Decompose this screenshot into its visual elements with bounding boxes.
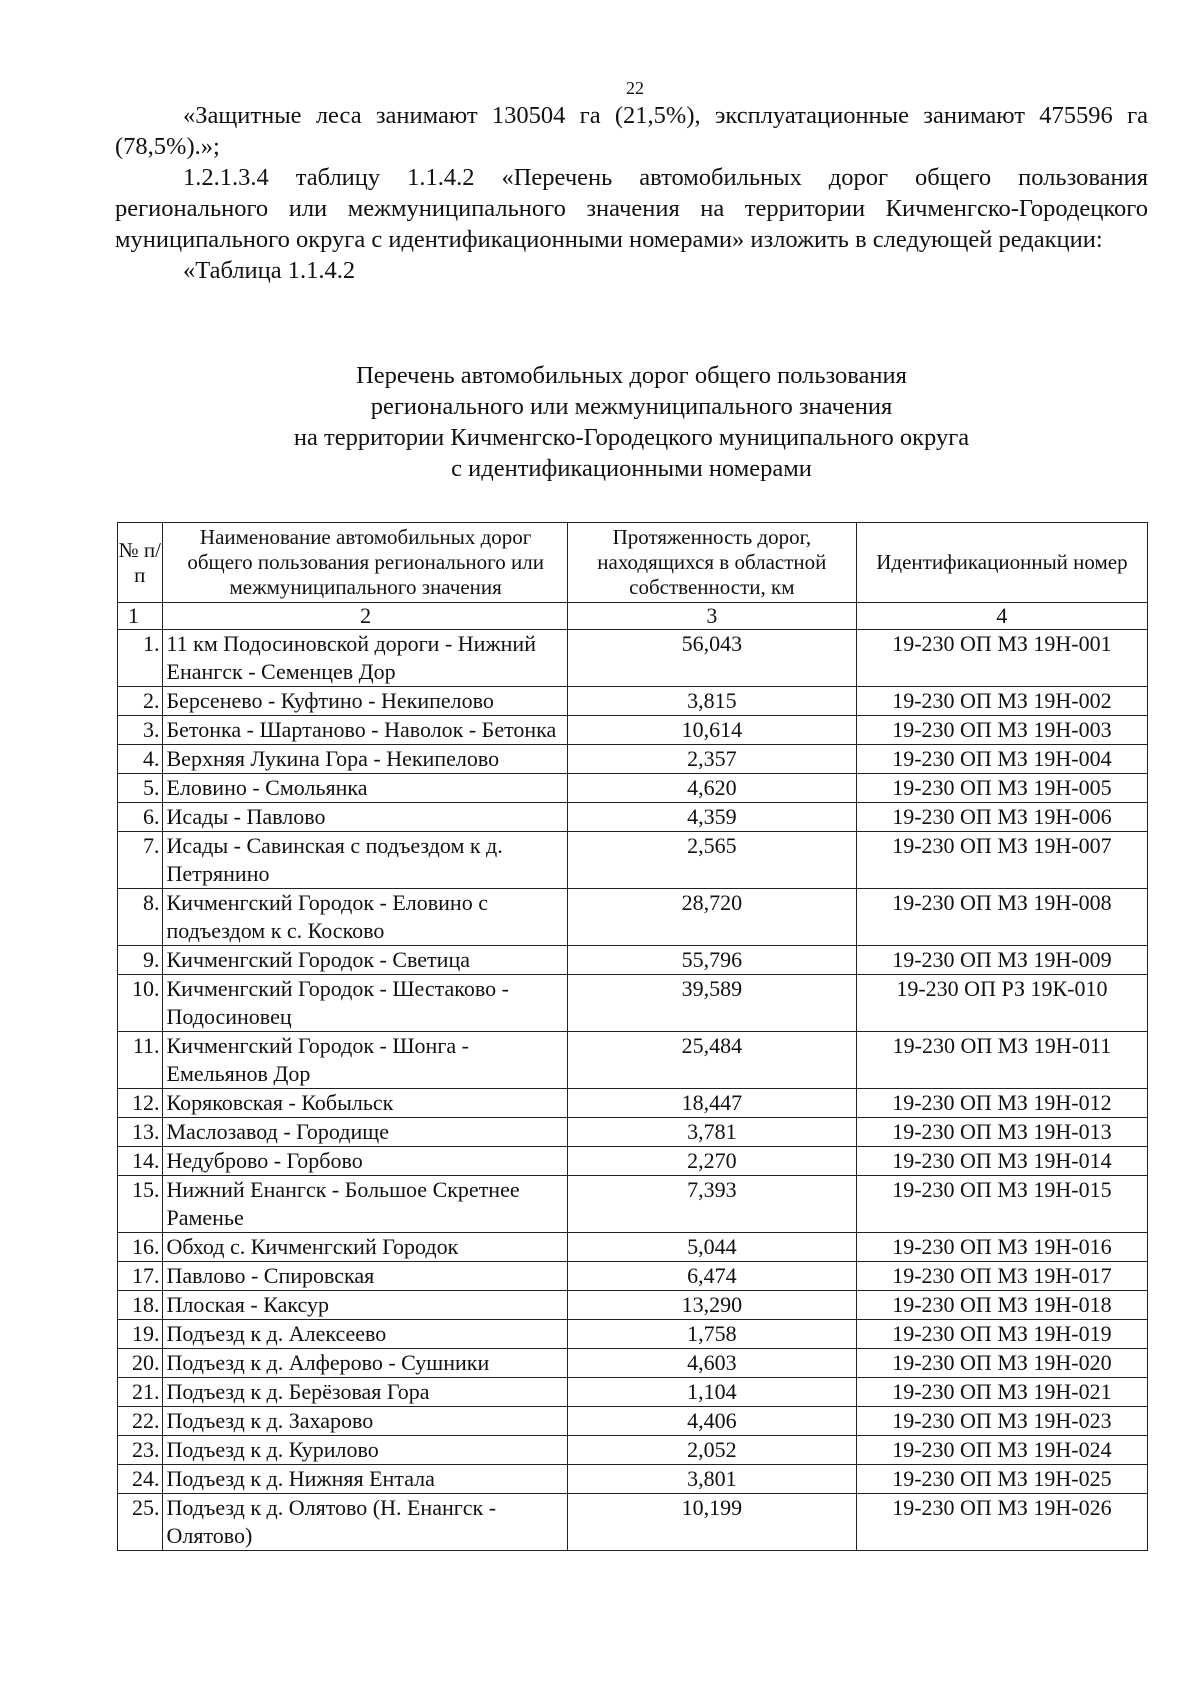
table-row <box>118 1494 1148 1551</box>
road-length: 4,359 <box>567 803 856 832</box>
page-number: 22 <box>626 78 644 98</box>
row-number: 12. <box>118 1089 163 1118</box>
row-number: 25. <box>118 1494 163 1551</box>
road-length: 3,781 <box>567 1118 856 1147</box>
road-length: 2,565 <box>567 832 856 889</box>
row-number: 9. <box>118 946 163 975</box>
road-id: 19-230 ОП МЗ 19Н-016 <box>856 1233 1147 1262</box>
table-caption: «Таблица 1.1.4.2 <box>183 257 356 284</box>
road-id: 19-230 ОП МЗ 19Н-014 <box>856 1147 1147 1176</box>
row-number: 1. <box>118 630 163 687</box>
row-number: 16. <box>118 1233 163 1262</box>
table-row <box>118 1320 1148 1349</box>
table-row <box>118 1407 1148 1436</box>
road-id: 19-230 ОП МЗ 19Н-013 <box>856 1118 1147 1147</box>
road-name: Бетонка - Шартаново - Наволок - Бетонка <box>162 716 567 745</box>
road-id: 19-230 ОП МЗ 19Н-005 <box>856 774 1147 803</box>
table-row <box>118 687 1148 716</box>
road-name: Плоская - Каксур <box>162 1291 567 1320</box>
table-title-line: регионального или межмуниципального значения <box>370 393 893 420</box>
road-length: 55,796 <box>567 946 856 975</box>
road-id: 19-230 ОП МЗ 19Н-024 <box>856 1436 1147 1465</box>
row-number: 6. <box>118 803 163 832</box>
road-name: Кичменгский Городок - Еловино с подъездом к с. Косково <box>162 889 567 946</box>
road-id: 19-230 ОП МЗ 19Н-020 <box>856 1349 1147 1378</box>
row-number: 24. <box>118 1465 163 1494</box>
table-row <box>118 1147 1148 1176</box>
row-number: 4. <box>118 745 163 774</box>
table-row <box>118 832 1148 889</box>
road-length: 28,720 <box>567 889 856 946</box>
road-length: 7,393 <box>567 1176 856 1233</box>
road-id: 19-230 ОП МЗ 19Н-026 <box>856 1494 1147 1551</box>
road-name: Коряковская - Кобыльск <box>162 1089 567 1118</box>
row-number: 10. <box>118 975 163 1032</box>
row-number: 21. <box>118 1378 163 1407</box>
table-row <box>118 774 1148 803</box>
road-id: 19-230 ОП МЗ 19Н-021 <box>856 1378 1147 1407</box>
road-length: 25,484 <box>567 1032 856 1089</box>
row-number: 19. <box>118 1320 163 1349</box>
table-row <box>118 1262 1148 1291</box>
road-length: 10,614 <box>567 716 856 745</box>
intro-paragraph-amendment: 1.2.1.3.4 таблицу 1.1.4.2 «Перечень автомобильных дорог общего пользования регионального или межмуниципального значения на территории Кичменгско-Городецкого муниципального округа с идентификационными номерами» изложить в следующей редакции: <box>115 164 1148 253</box>
road-id: 19-230 ОП МЗ 19Н-025 <box>856 1465 1147 1494</box>
road-id: 19-230 ОП МЗ 19Н-001 <box>856 630 1147 687</box>
table-row <box>118 1378 1148 1407</box>
table-row <box>118 1233 1148 1262</box>
table-title-line: на территории Кичменгско-Городецкого муниципального округа <box>293 424 970 451</box>
road-length: 18,447 <box>567 1089 856 1118</box>
road-length: 4,620 <box>567 774 856 803</box>
road-length: 4,603 <box>567 1349 856 1378</box>
table-row <box>118 745 1148 774</box>
header-id: Идентификационный номер <box>856 523 1147 603</box>
road-id: 19-230 ОП МЗ 19Н-023 <box>856 1407 1147 1436</box>
road-name: Недуброво - Горбово <box>162 1147 567 1176</box>
road-length: 5,044 <box>567 1233 856 1262</box>
table-title-line: с идентификационными номерами <box>451 455 812 482</box>
roads-table <box>117 522 1148 1551</box>
road-length: 2,052 <box>567 1436 856 1465</box>
row-number: 20. <box>118 1349 163 1378</box>
table-row <box>118 630 1148 687</box>
road-name: Подъезд к д. Алексеево <box>162 1320 567 1349</box>
header-name: Наименование автомобильных дорог общего пользования регионального или межмуниципального значения <box>162 523 567 603</box>
road-name: Нижний Енангск - Большое Скретнее Раменье <box>162 1176 567 1233</box>
table-row <box>118 716 1148 745</box>
column-number: 3 <box>567 603 856 630</box>
road-length: 56,043 <box>567 630 856 687</box>
road-id: 19-230 ОП МЗ 19Н-007 <box>856 832 1147 889</box>
road-length: 10,199 <box>567 1494 856 1551</box>
road-id: 19-230 ОП МЗ 19Н-006 <box>856 803 1147 832</box>
road-name: Подъезд к д. Курилово <box>162 1436 567 1465</box>
road-name: Верхняя Лукина Гора - Некипелово <box>162 745 567 774</box>
row-number: 14. <box>118 1147 163 1176</box>
column-number: 1 <box>118 603 163 630</box>
table-row <box>118 1032 1148 1089</box>
table-title-line: Перечень автомобильных дорог общего пользования <box>356 362 907 389</box>
road-id: 19-230 ОП МЗ 19Н-003 <box>856 716 1147 745</box>
road-name: Еловино - Смольянка <box>162 774 567 803</box>
table-row <box>118 1176 1148 1233</box>
road-length: 13,290 <box>567 1291 856 1320</box>
table-row <box>118 1118 1148 1147</box>
road-length: 39,589 <box>567 975 856 1032</box>
road-length: 1,758 <box>567 1320 856 1349</box>
row-number: 18. <box>118 1291 163 1320</box>
road-id: 19-230 ОП МЗ 19Н-012 <box>856 1089 1147 1118</box>
table-title <box>115 360 1148 484</box>
row-number: 13. <box>118 1118 163 1147</box>
road-name: Берсенево - Куфтино - Некипелово <box>162 687 567 716</box>
row-number: 17. <box>118 1262 163 1291</box>
road-id: 19-230 ОП МЗ 19Н-019 <box>856 1320 1147 1349</box>
table-row <box>118 889 1148 946</box>
column-numbers-row <box>118 603 1148 630</box>
road-id: 19-230 ОП МЗ 19Н-002 <box>856 687 1147 716</box>
road-id: 19-230 ОП МЗ 19Н-009 <box>856 946 1147 975</box>
road-name: Подъезд к д. Нижняя Ентала <box>162 1465 567 1494</box>
table-row <box>118 946 1148 975</box>
road-length: 3,801 <box>567 1465 856 1494</box>
intro-paragraph-forests: «Защитные леса занимают 130504 га (21,5%), эксплуатационные занимают 475596 га (78,5%).»; <box>115 102 1148 160</box>
road-name: Кичменгский Городок - Светица <box>162 946 567 975</box>
road-name: Исады - Савинская с подъездом к д. Петрянино <box>162 832 567 889</box>
road-length: 2,357 <box>567 745 856 774</box>
road-name: Исады - Павлово <box>162 803 567 832</box>
table-row <box>118 803 1148 832</box>
row-number: 15. <box>118 1176 163 1233</box>
road-name: Подъезд к д. Берёзовая Гора <box>162 1378 567 1407</box>
road-length: 3,815 <box>567 687 856 716</box>
table-row <box>118 1465 1148 1494</box>
header-length: Протяженность дорог, находящихся в областной собственности, км <box>567 523 856 603</box>
row-number: 5. <box>118 774 163 803</box>
road-id: 19-230 ОП РЗ 19К-010 <box>856 975 1147 1032</box>
row-number: 23. <box>118 1436 163 1465</box>
road-id: 19-230 ОП МЗ 19Н-011 <box>856 1032 1147 1089</box>
road-length: 1,104 <box>567 1378 856 1407</box>
road-id: 19-230 ОП МЗ 19Н-015 <box>856 1176 1147 1233</box>
row-number: 8. <box>118 889 163 946</box>
road-id: 19-230 ОП МЗ 19Н-018 <box>856 1291 1147 1320</box>
row-number: 7. <box>118 832 163 889</box>
road-name: Кичменгский Городок - Шонга - Емельянов Дор <box>162 1032 567 1089</box>
road-name: Подъезд к д. Алферово - Сушники <box>162 1349 567 1378</box>
road-length: 2,270 <box>567 1147 856 1176</box>
table-row <box>118 1291 1148 1320</box>
road-name: Обход с. Кичменгский Городок <box>162 1233 567 1262</box>
road-name: Павлово - Спировская <box>162 1262 567 1291</box>
row-number: 3. <box>118 716 163 745</box>
header-num: № п/п <box>118 523 163 603</box>
row-number: 2. <box>118 687 163 716</box>
row-number: 11. <box>118 1032 163 1089</box>
row-number: 22. <box>118 1407 163 1436</box>
column-number: 4 <box>856 603 1147 630</box>
road-id: 19-230 ОП МЗ 19Н-017 <box>856 1262 1147 1291</box>
table-row <box>118 1089 1148 1118</box>
road-length: 6,474 <box>567 1262 856 1291</box>
road-name: Подъезд к д. Олятово (Н. Енангск - Олятово) <box>162 1494 567 1551</box>
table-row <box>118 1436 1148 1465</box>
road-id: 19-230 ОП МЗ 19Н-004 <box>856 745 1147 774</box>
road-name: 11 км Подосиновской дороги - Нижний Енангск - Семенцев Дор <box>162 630 567 687</box>
column-number: 2 <box>162 603 567 630</box>
road-name: Маслозавод - Городище <box>162 1118 567 1147</box>
table-row <box>118 975 1148 1032</box>
road-name: Кичменгский Городок - Шестаково - Подосиновец <box>162 975 567 1032</box>
road-length: 4,406 <box>567 1407 856 1436</box>
intro-text <box>115 100 1148 286</box>
road-id: 19-230 ОП МЗ 19Н-008 <box>856 889 1147 946</box>
road-name: Подъезд к д. Захарово <box>162 1407 567 1436</box>
table-row <box>118 1349 1148 1378</box>
table-header-row <box>118 523 1148 603</box>
